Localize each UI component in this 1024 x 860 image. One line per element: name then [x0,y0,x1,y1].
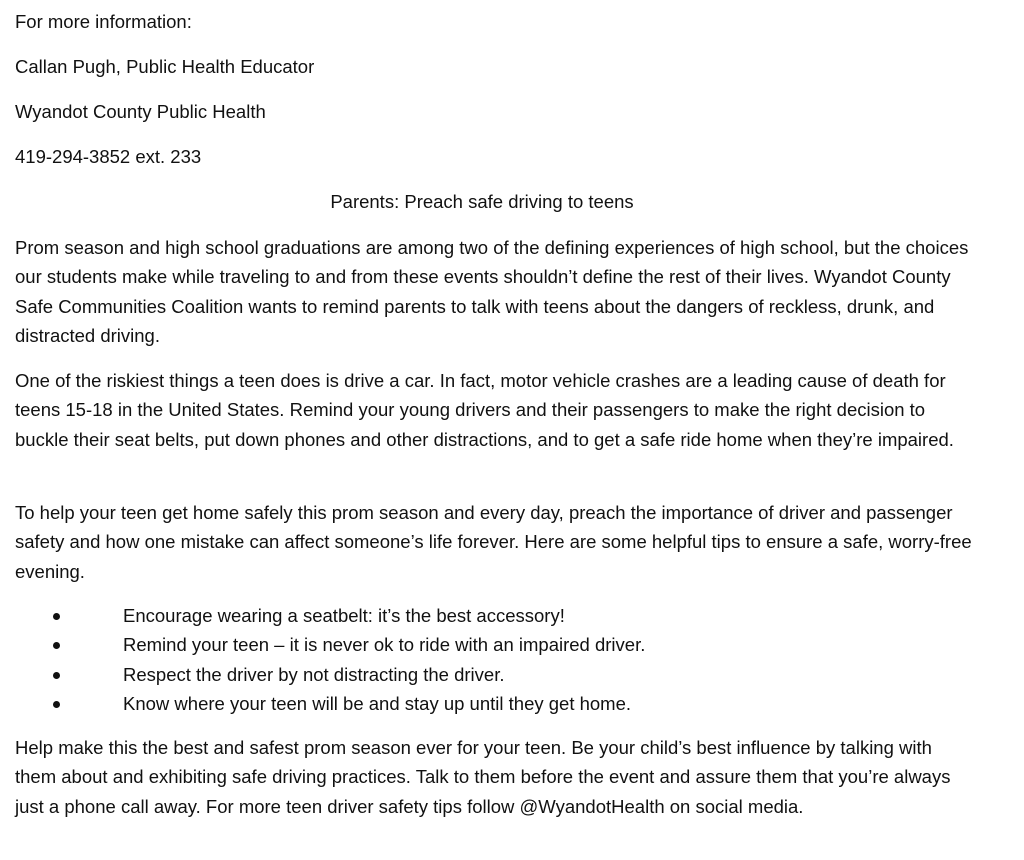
contact-phone: 419-294-3852 ext. 233 [15,146,202,167]
contact-heading: For more information: [15,11,192,32]
bullet-icon [53,642,60,649]
contact-name: Callan Pugh, Public Health Educator [15,56,315,77]
paragraph-risks: One of the riskiest things a teen does is drive a car. In fact, motor vehicle crashes are a leading cause of death for teens 15-18 in the United States. Remind your young drivers and their passengers to make the right decision to buckle their seat belts, put down phones and other distractions, and to get a safe ride home when they’re impaired. [15,370,954,450]
bullet-icon [53,701,60,708]
contact-organization: Wyandot County Public Health [15,101,266,122]
bullet-icon [53,613,60,620]
tips-list [0,601,1000,718]
list-item [0,601,1000,630]
paragraph-intro: Prom season and high school graduations are among two of the defining experiences of high school, but the choices our students make while traveling to and from these events shouldn’t define the rest of their lives. Wyandot County Safe Communities Coalition wants to remind parents to talk with teens about the dangers of reckless, drunk, and distracted driving. [15,237,969,346]
document-title: Parents: Preach safe driving to teens [330,191,634,212]
tip-text: Encourage wearing a seatbelt: it’s the best accessory! [123,605,565,626]
tip-text: Know where your teen will be and stay up until they get home. [123,692,632,714]
list-item [0,660,1000,689]
paragraph-tips-intro: To help your teen get home safely this prom season and every day, preach the importance of driver and passenger safety and how one mistake can affect someone’s life forever. Here are some helpful tips to ensure a safe, worry-free evening. [15,502,972,582]
tip-text: Remind your teen – it is never ok to ride with an impaired driver. [123,634,646,656]
list-item [0,630,1000,659]
paragraph-closing: Help make this the best and safest prom season ever for your teen. Be your child’s best influence by talking with them about and exhibiting safe driving practices. Talk to them before the event and assure them that you’re always just a phone call away. For more teen driver safety tips follow @WyandotHealth on social media. [15,737,951,817]
list-item [0,689,1000,718]
bullet-icon [53,672,60,679]
tip-text: Respect the driver by not distracting the driver. [123,663,505,685]
